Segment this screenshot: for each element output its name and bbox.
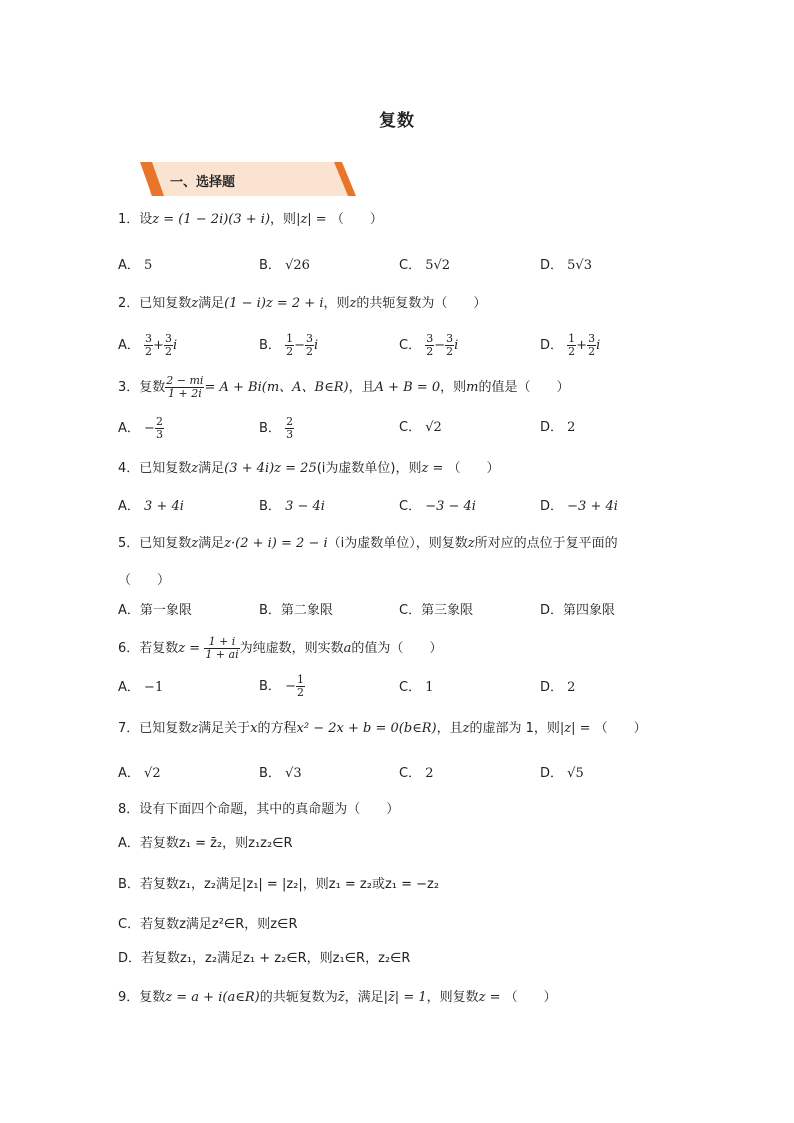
q3-option-a[interactable]: A． − $\frac{2}{3}$: [118, 415, 163, 442]
q6-option-d[interactable]: D． 2: [540, 680, 576, 695]
question-8: 8．设有下面四个命题，其中的真命题为（ ）: [118, 802, 400, 817]
question-2: 2．已知复数z满足(1 − i)z = 2 + i，则z的共轭复数为（ ）: [118, 296, 487, 311]
q3-option-c[interactable]: C． √2: [399, 420, 442, 435]
q7-option-c[interactable]: C． 2: [399, 766, 434, 781]
q6-option-c[interactable]: C． 1: [399, 680, 434, 695]
q3-option-d[interactable]: D． 2: [540, 420, 576, 435]
question-5-continuation: （ ）: [118, 573, 171, 588]
q8-option-d[interactable]: D．若复数z₁，z₂满足z₁ + z₂∈R，则z₁∈R，z₂∈R: [118, 951, 411, 966]
q2-option-c[interactable]: C． $\frac{3}{2}$ − $\frac{3}{2}$ i: [399, 332, 459, 359]
q2-option-d[interactable]: D． $\frac{1}{2}$ + $\frac{3}{2}$ i: [540, 332, 601, 359]
q4-option-a[interactable]: A． 3 + 4i: [118, 499, 184, 514]
q7-option-b[interactable]: B． √3: [259, 766, 302, 781]
q4-option-c[interactable]: C． −3 − 4i: [399, 499, 476, 514]
q5-option-d[interactable]: D．第四象限: [540, 603, 616, 618]
q5-option-a[interactable]: A．第一象限: [118, 603, 192, 618]
q8-option-b[interactable]: B．若复数z₁，z₂满足|z₁| = |z₂|，则z₁ = z₂或z₁ = −z₂: [118, 877, 440, 892]
question-3: 3．复数 $\frac{2 - mi}{1 + 2i}$ = A + Bi(m、A、B∈R)，且A + B = 0，则m的值是（ ）: [118, 374, 570, 401]
q4-option-b[interactable]: B． 3 − 4i: [259, 499, 325, 514]
q6-option-b[interactable]: B． − $\frac{1}{2}$: [259, 673, 304, 700]
q1-option-a[interactable]: A． 5: [118, 258, 153, 273]
question-4: 4．已知复数z满足(3 + 4i)z = 25(i为虚数单位)，则z = （ ）: [118, 461, 500, 476]
q7-option-a[interactable]: A． √2: [118, 766, 161, 781]
q5-option-c[interactable]: C．第三象限: [399, 603, 474, 618]
question-1: 1．设z = (1 − 2i)(3 + i)，则|z| = （ ）: [118, 212, 383, 227]
q5-option-b[interactable]: B．第二象限: [259, 603, 333, 618]
page-title: 复数: [379, 111, 415, 131]
q4-option-d[interactable]: D． −3 + 4i: [540, 499, 618, 514]
q2-option-a[interactable]: A． $\frac{3}{2}$ + $\frac{3}{2}$ i: [118, 332, 178, 359]
q1-option-d[interactable]: D． 5√3: [540, 258, 592, 273]
q1-option-b[interactable]: B． √26: [259, 258, 310, 273]
question-5: 5．已知复数z满足z·(2 + i) = 2 − i（i为虚数单位），则复数z所对应的点位于复平面的: [118, 536, 618, 551]
q8-option-c[interactable]: C．若复数z满足z²∈R，则z∈R: [118, 917, 298, 932]
question-9: 9．复数z = a + i(a∈R)的共轭复数为z̄，满足|z̄| = 1，则复数z = （ ）: [118, 990, 557, 1005]
q3-option-b[interactable]: B． $\frac{2}{3}$: [259, 415, 294, 442]
q1-option-c[interactable]: C． 5√2: [399, 258, 451, 273]
question-7: 7．已知复数z满足关于x的方程x² − 2x + b = 0(b∈R)，且z的虚部为 1，则|z| = （ ）: [118, 721, 647, 736]
section-heading: 一、选择题: [170, 175, 236, 190]
q2-option-b[interactable]: B． $\frac{1}{2}$ − $\frac{3}{2}$ i: [259, 332, 319, 359]
q7-option-d[interactable]: D． √5: [540, 766, 584, 781]
question-6: 6．若复数z = $\frac{1 + i}{1 + ai}$ 为纯虚数，则实数a的值为（ ）: [118, 635, 443, 662]
q8-option-a[interactable]: A．若复数z₁ = z̄₂，则z₁z₂∈R: [118, 836, 293, 851]
q6-option-a[interactable]: A． −1: [118, 680, 164, 695]
